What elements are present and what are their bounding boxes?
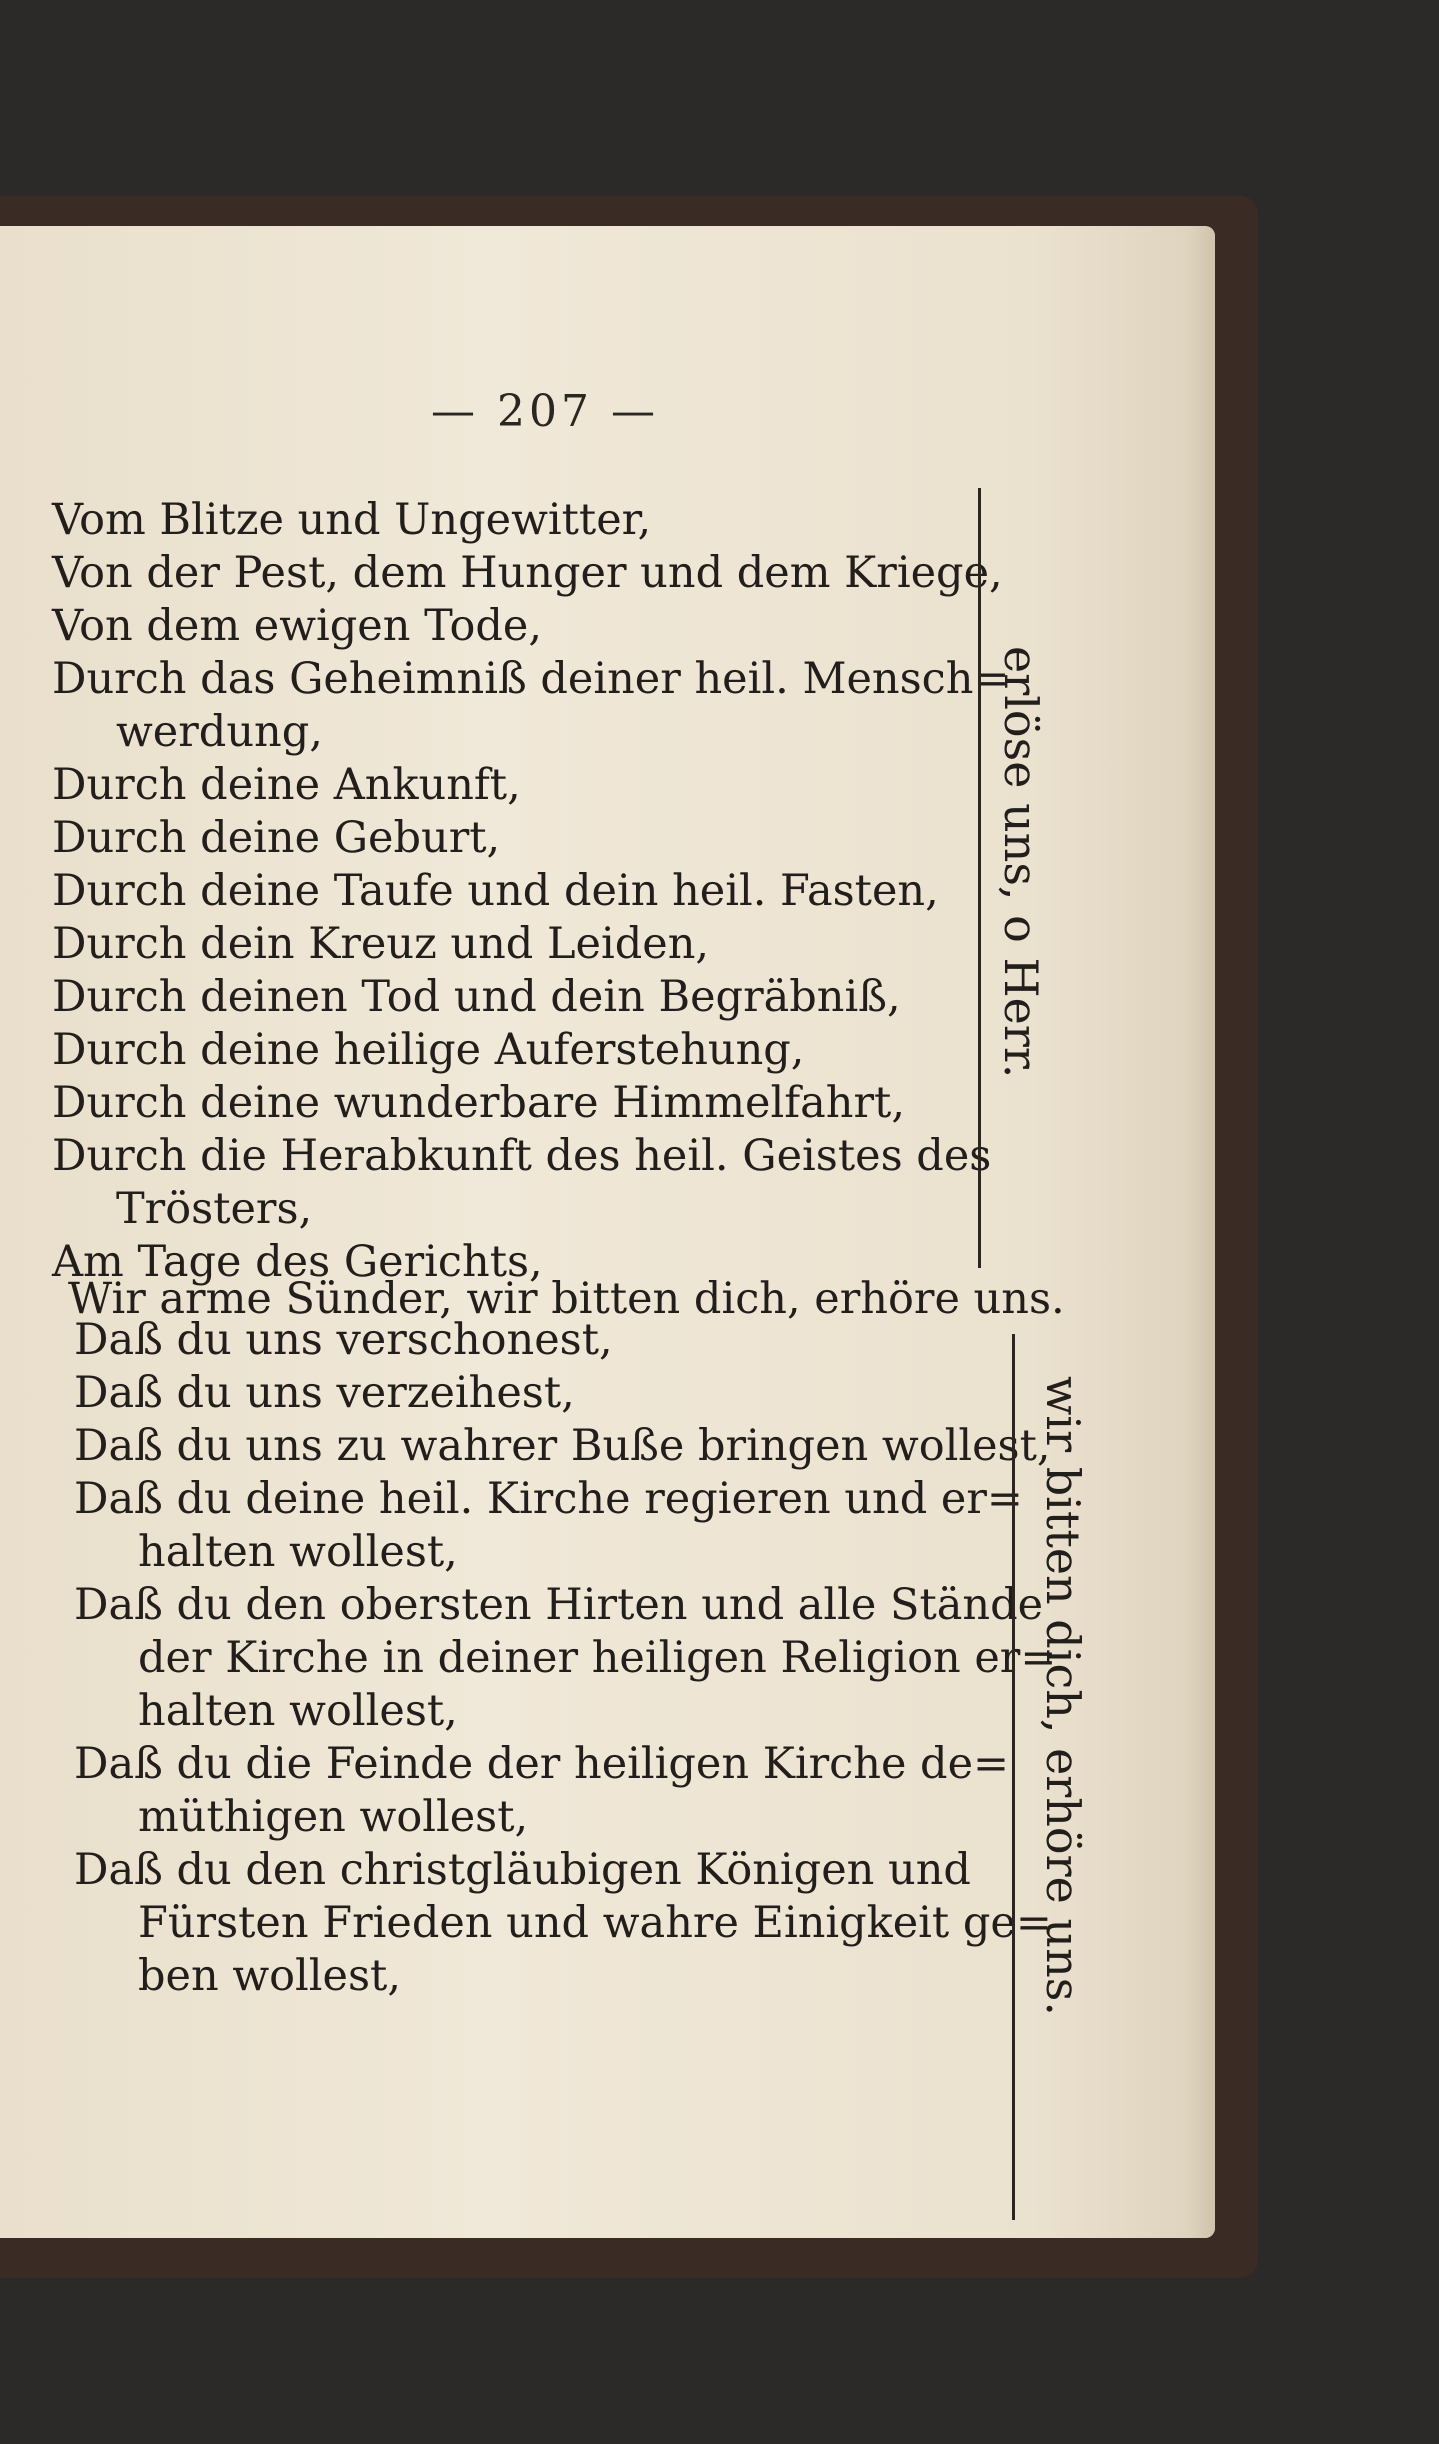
litany-line: Durch dein Kreuz und Leiden, — [52, 919, 710, 969]
litany-line: Vom Blitze und Ungewitter, — [52, 495, 652, 545]
litany-line: Daß du uns verschonest, — [74, 1315, 613, 1365]
litany-line: Daß du den obersten Hirten und alle Stände — [74, 1580, 1044, 1630]
side-response-2: wir bitten dich, erhöre uns. — [1036, 1376, 1090, 2016]
litany-line: Daß du die Feinde der heiligen Kirche de= — [74, 1739, 1010, 1789]
litany-line: Durch deinen Tod und dein Begräbniß, — [52, 972, 901, 1022]
litany-line: müthigen wollest, — [138, 1792, 529, 1842]
page-number: — 207 — — [431, 386, 659, 437]
bracket-line-2 — [1012, 1334, 1015, 2220]
litany-line: Durch deine Ankunft, — [52, 760, 521, 810]
litany-line: Fürsten Frieden und wahre Einigkeit ge= — [138, 1898, 1052, 1948]
litany-line: Durch deine heilige Auferstehung, — [52, 1025, 805, 1075]
litany-line: Trösters, — [116, 1184, 313, 1234]
litany-line: Daß du deine heil. Kirche regieren und er= — [74, 1474, 1023, 1524]
litany-line: halten wollest, — [138, 1527, 458, 1577]
side-response-1: erlöse uns, o Herr. — [994, 646, 1048, 1079]
litany-line: Daß du uns verzeihest, — [74, 1368, 575, 1418]
litany-line: Am Tage des Gerichts, — [52, 1237, 543, 1287]
litany-line: Daß du den christgläubigen Königen und — [74, 1845, 971, 1895]
response-line: Wir arme Sünder, wir bitten dich, erhöre uns. — [68, 1274, 1065, 1324]
litany-line: Durch das Geheimniß deiner heil. Mensch= — [52, 654, 1010, 704]
litany-block-1 — [52, 494, 1010, 1289]
book-page — [0, 226, 1215, 2238]
page-edge — [1187, 226, 1215, 2238]
bracket-line-1 — [978, 488, 981, 1268]
litany-line: Durch die Herabkunft des heil. Geistes des — [52, 1131, 992, 1181]
litany-line: Daß du uns zu wahrer Buße bringen wollest, — [74, 1421, 1051, 1471]
litany-line: Durch deine Geburt, — [52, 813, 501, 863]
litany-line: halten wollest, — [138, 1686, 458, 1736]
litany-line: Durch deine wunderbare Himmelfahrt, — [52, 1078, 906, 1128]
litany-line: Von der Pest, dem Hunger und dem Kriege, — [52, 548, 1003, 598]
litany-line: werdung, — [116, 707, 323, 757]
litany-line: Durch deine Taufe und dein heil. Fasten, — [52, 866, 939, 916]
litany-line: Von dem ewigen Tode, — [52, 601, 542, 651]
litany-line: der Kirche in deiner heiligen Religion er= — [138, 1633, 1057, 1683]
litany-block-2 — [74, 1314, 1056, 2003]
litany-line: ben wollest, — [138, 1951, 401, 2001]
